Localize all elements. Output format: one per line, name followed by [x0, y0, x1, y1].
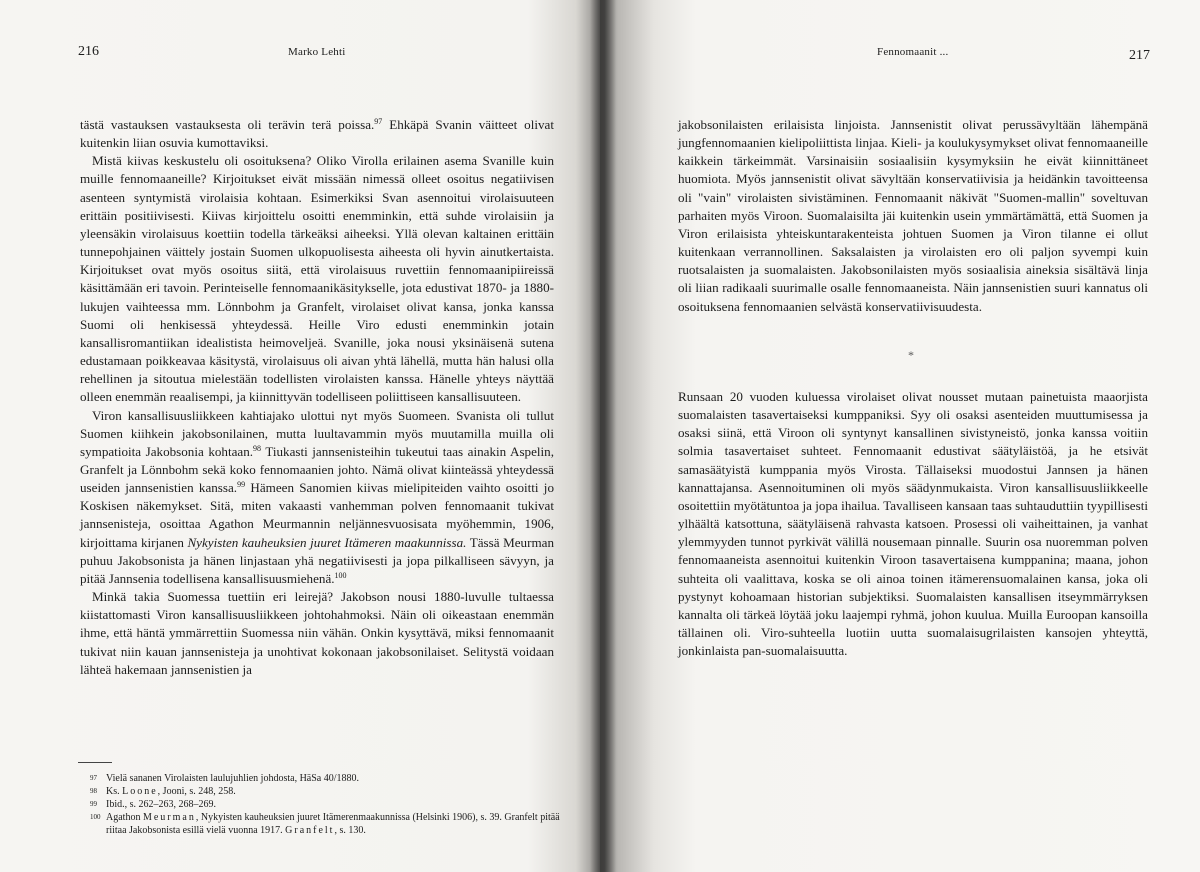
footnote-ref: 98: [253, 443, 262, 453]
footnote-ref: 100: [334, 570, 347, 580]
book-gutter: [590, 0, 616, 872]
left-body-text: [80, 116, 554, 679]
footnote-ref: 97: [374, 117, 383, 126]
right-page: [600, 0, 1200, 872]
footnote: 97 Vielä sananen Virolaisten laulujuhlien johdosta, HäSa 40/1880.: [90, 773, 360, 784]
right-body-text-bottom: [678, 388, 1148, 660]
paragraph: Minkä takia Suomessa tuettiin eri leirejä? Jakobson nousi 1880-luvulle tultaessa kiistattomasti Viron kansallisuusliikkeen johtohahmoksi. Näin oli oikeastaan enemmän ihme, että häntä ymmärrettiin Suomessa niin vähän. Onkin kysyttävä, miksi fennomaanit tukivat niin kauan jannsenisteja ja unohtivat kokonaan jakobsonilaiset. Selitystä voidaan lähteä hakemaan jannsenistien ja: [80, 589, 554, 677]
right-body-text-top: [678, 116, 1148, 316]
page-number: 217: [1129, 48, 1150, 63]
running-head: Marko Lehti: [288, 46, 346, 58]
section-separator: *: [908, 348, 914, 362]
page-number: 216: [78, 44, 99, 59]
footnotes: [90, 772, 560, 837]
paragraph: Mistä kiivas keskustelu oli osoituksena? Oliko Virolla erilainen asema Svanille kuin muille fennomaaneille? Kirjoitukset eivät missään nimessä olleet osoitus negatiivisen asenteen syntymistä virolaisia kohtaan. Esimerkiksi Svan asennoitui virolaisuuteen erittäin positiivisesti. Kiivas kirjoittelu osoitti enemminkin, että suhde virolaisiin ja yleensäkin virolaisuus koettiin todella tärkeäksi aiheeksi. Yllä olevan kaltainen erittäin tunnepohjainen väittely jostain Suomen ulkopuolisesta aiheesta oli hyvin ainutkertaista. Kirjoitukset ovat myös osoitus siitä, että virolaisuus ruvettiin fennomaanipiireissä käsittämään eri tavoin. Perinteiselle fennomaanikäsitykselle, jota edustivat 1870- ja 1880-lukujen vaihteessa mm. Lönnbohm ja Granfelt, virolaiset olivat kansa, jonka kanssa Suomi oli henkisessä yhteydessä. Heille Viro edusti enemminkin jotain kansallisromantiikan idealistista heimoveljeä. Svanille, joka nousi yksinäisenä sutena edustamaan poikkeavaa käsitystä, virolaisuus oli aivan yhtä lähellä, mutta hän halusi olla rehellinen ja sitoutua mielestään todellisten virolaisten kanssa. Hänelle yhteys näyttää olleen enemmän reaalisempi, ja kiinnittyvän todelliseen poliittiseen kansallisuuteen.: [80, 153, 554, 405]
footnote-rule: [78, 762, 112, 763]
running-head: Fennomaanit ...: [877, 46, 949, 58]
footnote-ref: 99: [237, 480, 246, 490]
paragraph: tästä vastauksen vastauksesta oli terävin terä poissa.$^{97}$ Ehkäpä Svanin väitteet olivat kuitenkin liian osuvia kumottaviksi.: [80, 117, 554, 151]
footnote: 99 Ibid., s. 262–263, 268–269.: [90, 799, 216, 810]
paragraph: jakobsonilaisten erilaisista linjoista. Jannsenistit olivat perussävyltään lähempänä jungfennomaanien kielipoliittista linjaa. Kieli- ja koulukysymykset olivat fennomaaneille kaikkein tärkeimmät. Varsinaisiin sosiaalisiin kysymyksiin he eivät kiinnittäneet huomiota. Myös jannsenistit olivat sävyltään konservatiivisia ja heidänkin tavoitteensa oli "vain" virolaisten sivistäminen. Fennomaanit näkivät "Suomen-mallin" soveltuvan parhaiten myös Viroon. Suomalaisilta jäi kuitenkin usein ymmärtämättä, että Suomen ja Viron erilaisista yhteiskuntarakenteista johtuen Suomen ja Viron tilanne ei ollut kuitenkaan verrannollinen. Saksalaisten ja virolaisten ero oli paljon syvempi kuin ruotsalaisten ja suomalaisten. Jakobsonilaisten myös sosiaalisia aineksia sisältävä linja oli liian radikaali suurimalle osalle fennomaaneista. Näin jannsenistien suuri kannatus oli osoituksena fennomaanien selvästä konservatiivisuudesta.: [678, 117, 1148, 314]
footnote: 98 Ks. Loone, Jooni, s. 248, 258.: [90, 786, 236, 797]
paragraph: Runsaan 20 vuoden kuluessa virolaiset olivat nousset mutaan painetuista maaorjista suomalaisten tasavertaiseksi kumppaniksi. Syy oli osaksi asenteiden muuttumisessa ja osaksi siinä, että Viroon oli syntynyt kansallinen sivistyneistö, jonka kanssa voitiin solmia tasavertaiset suhteet. Fennomaanit edustivat säätyläistöä, ja he etsivät samasäätyistä kumppania myös Virosta. Tällaiseksi muodostui Jannsen ja hänen kannattajansa. Asennoituminen oli myös säädynmukaista. Viron kansallisuusliikkeelle osoitettiin myötätuntoa ja jopa ihailua. Tavalliseen kansaan taas suhtauduttiin tyypillisesti ylhäältä katsottuna, säätyläisenä rahvasta katsoen. Prosessi oli vaiheittainen, ja vanhat ylemmyyden tunnot pyrkivät välillä nousemaan pinnalle. Suurin osa nuoremman polven fennomaaneista asennoitui kuitenkin Viroon tasavertaisena kumppanina; maana, johon suhteita oli vaalittava, koska se oli ainoa toinen itämerensuomalainen kansa, joka oli pystynyt kohoamaan historian subjektiksi. Suomalaisten kansallisen itseymmärryksen kannalta oli tärkeä löytää joku laajempi ryhmä, johon kuulua. Muilla Euroopan kansoilla tällainen oli. Viro-suhteella luotiin uutta suomalaisugrilaisten kansojen yhteyttä, jonkinlaista pan-suomalaisuutta.: [678, 389, 1148, 659]
footnote: 100 Agathon Meurman, Nykyisten kauheuksien juuret Itämerenmaakunnissa (Helsinki 1906), s. 39. Granfelt pitää riitaa Jakobsonista esillä vielä vuonna 1917. Granfelt, s. 130.: [90, 812, 560, 836]
book-title: Nykyisten kauheuksien juuret Itämeren maakunnissa.: [187, 534, 467, 550]
paragraph: Viron kansallisuusliikkeen kahtiajako ulottui nyt myös Suomeen. Svanista oli tullut Suomen kiihkein jakobsonilainen, mutta luultavammin myös muutamilla muilla oli sympatioita Jakobsonia kohtaan.$^{98}$ Tiukasti jannsenisteihin tukeutui taas ainakin Aspelin, Granfelt ja Lönnbohm sekä koko fennomaanien johto. Nämä olivat kiinteässä yhteydessä useiden jannsenistien kanssa.$^{99}$ Hämeen Sanomien kiivas mielipiteiden vaihto osoitti jo Koskisen näkemykset. Sitä, miten vakaasti vanhemman polven fennomaanit tukivat jannsenisteja, osoittaa Agathon Meurmannin neljännesvuosisata myöhemmin, 1906, kirjoittama kirjanen Nykyisten kauheuksien juuret Itämeren maakunnissa. Tässä Meurman puhuu Jakobsonista ja hänen linjastaan yhä negatiivisesti ja jopa pilkalliseen sävyyn, ja pitää Jannsenia todellisena kansallisuusmiehenä.$^{100}$: [80, 407, 554, 586]
